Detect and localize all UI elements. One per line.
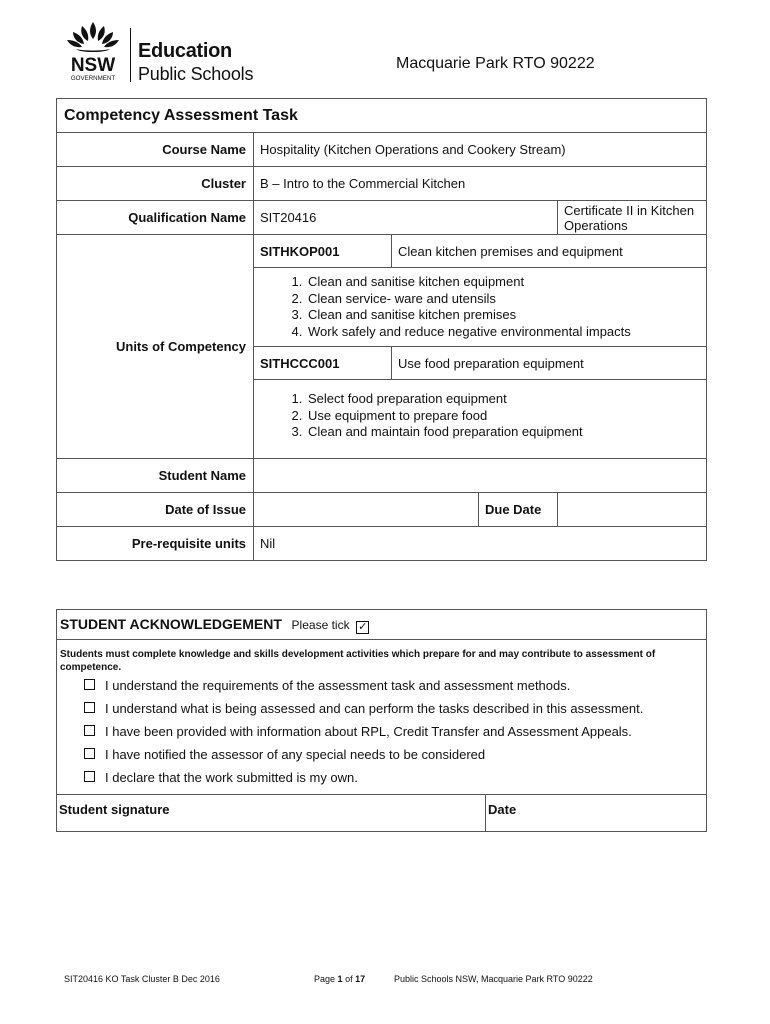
footer-publisher: Public Schools NSW, Macquarie Park RTO 90222 [394, 974, 593, 984]
list-item: 4. Work safely and reduce negative environmental impacts [306, 324, 706, 341]
student-signature-label: Student signature [59, 802, 170, 817]
list-item: 3. Clean and sanitise kitchen premises [306, 307, 706, 324]
signature-date-label: Date [488, 802, 517, 817]
ack-item-3[interactable] [60, 720, 703, 743]
cluster-value: B – Intro to the Commercial Kitchen [254, 167, 707, 201]
tick-checkbox-icon: ✓ [358, 620, 368, 633]
unit-code-1: SITHKOP001 [254, 235, 392, 268]
date-of-issue-label: Date of Issue [57, 493, 254, 527]
nsw-waratah-logo [62, 20, 124, 82]
unit-2-elements-list [254, 391, 706, 441]
svg-text:NSW: NSW [70, 55, 116, 76]
tick-instruction: Please tick [291, 617, 350, 632]
checkbox-icon[interactable] [84, 725, 95, 736]
assessment-title: Competency Assessment Task [57, 99, 707, 133]
cluster-label: Cluster [57, 167, 254, 201]
qualification-code: SIT20416 [254, 201, 558, 235]
checkbox-icon[interactable] [84, 702, 95, 713]
unit-code-2: SITHCCC001 [254, 347, 392, 380]
ack-item-1[interactable] [60, 674, 703, 697]
ack-item-2[interactable] [60, 697, 703, 720]
unit-name-1: Clean kitchen premises and equipment [392, 235, 707, 268]
list-item: 2. Use equipment to prepare food [306, 408, 706, 425]
svg-text:GOVERNMENT: GOVERNMENT [70, 75, 116, 82]
prereq-label: Pre-requisite units [57, 527, 254, 561]
page-header [62, 20, 642, 86]
qualification-label: Qualification Name [57, 201, 254, 235]
student-signature-field[interactable] [57, 795, 486, 832]
ack-item-text: I understand what is being assessed and can perform the tasks described in this assessment. [105, 701, 644, 716]
unit-1-elements-list [254, 274, 706, 340]
acknowledgement-note: Students must complete knowledge and skills development activities which prepare for and may contribute to assessment of competence. [60, 649, 656, 673]
checkbox-icon[interactable] [84, 748, 95, 759]
footer-page-number [314, 974, 365, 984]
logo-public-schools-text: Public Schools [138, 64, 254, 84]
page-current: 1 [337, 974, 343, 984]
student-name-field[interactable] [254, 459, 707, 493]
unit-1-elements-cell [254, 268, 707, 347]
checkbox-icon[interactable] [84, 771, 95, 782]
footer-doc-ref: SIT20416 KO Task Cluster B Dec 2016 [64, 974, 220, 984]
logo-education-text: Education [138, 40, 232, 62]
ack-item-text: I have been provided with information about RPL, Credit Transfer and Assessment Appeals. [105, 724, 632, 739]
acknowledgement-body [57, 640, 707, 795]
list-item: 1. Clean and sanitise kitchen equipment [306, 274, 706, 291]
page-total: 17 [355, 974, 366, 984]
prereq-value: Nil [254, 527, 707, 561]
acknowledgement-title: STUDENT ACKNOWLEDGEMENT [60, 615, 282, 632]
ack-item-4[interactable] [60, 743, 703, 766]
ack-item-text: I understand the requirements of the assessment task and assessment methods. [105, 678, 571, 693]
ack-item-5[interactable] [60, 766, 703, 789]
list-item: 1. Select food preparation equipment [306, 391, 706, 408]
date-of-issue-field[interactable] [254, 493, 479, 527]
student-name-label: Student Name [57, 459, 254, 493]
list-item: 2. Clean service- ware and utensils [306, 291, 706, 308]
unit-2-elements-cell [254, 380, 707, 459]
ack-item-text: I declare that the work submitted is my own. [105, 770, 358, 785]
signature-date-field[interactable] [486, 795, 707, 832]
checkbox-icon[interactable] [84, 679, 95, 690]
due-date-label: Due Date [479, 493, 558, 527]
qualification-name: Certificate II in Kitchen Operations [558, 201, 707, 235]
ack-item-text: I have notified the assessor of any special needs to be considered [105, 747, 486, 762]
assessment-table [56, 98, 707, 561]
page-word: Page [314, 974, 336, 984]
list-item: 3. Clean and maintain food preparation equipment [306, 424, 706, 441]
page-of: of [345, 974, 353, 984]
logo-divider [130, 28, 131, 82]
due-date-field[interactable] [558, 493, 707, 527]
units-of-competency-label: Units of Competency [57, 235, 254, 459]
acknowledgement-table [56, 609, 707, 832]
unit-name-2: Use food preparation equipment [392, 347, 707, 380]
rto-heading: Macquarie Park RTO 90222 [396, 55, 595, 72]
acknowledgement-header [57, 610, 707, 640]
course-name-value: Hospitality (Kitchen Operations and Cookery Stream) [254, 133, 707, 167]
course-name-label: Course Name [57, 133, 254, 167]
